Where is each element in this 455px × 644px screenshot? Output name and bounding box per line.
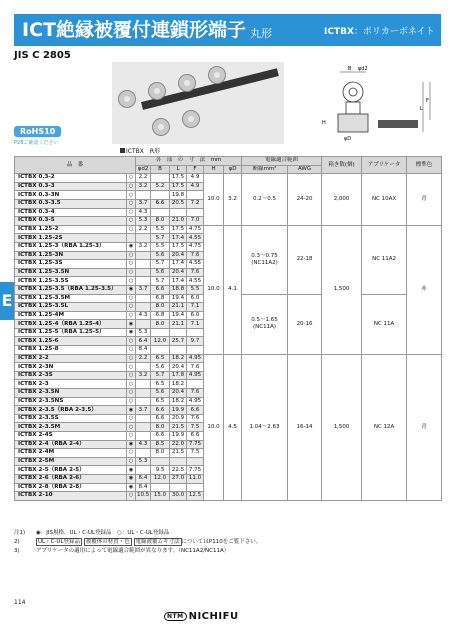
wire-area: 1.04〜2.63 — [242, 354, 288, 500]
dim-d2: 4.3 — [136, 311, 151, 320]
dim-d2 — [136, 294, 151, 303]
part-number: ICTBX 2-3.5（RBA 2-3.5） — [15, 406, 127, 415]
standard-mark: ○ — [127, 492, 136, 501]
standard-mark: ○ — [127, 363, 136, 372]
dim-d2: 3.2 — [136, 242, 151, 251]
dim-B: 8.0 — [151, 303, 170, 312]
dim-L: 17.4 — [170, 277, 187, 286]
std-color: 青 — [407, 174, 442, 226]
dim-L: 30.0 — [170, 492, 187, 501]
dim-B: 5.6 — [151, 363, 170, 372]
standard-mark: ◉ — [127, 440, 136, 449]
dim-F: 7.6 — [187, 268, 204, 277]
dim-B: 5.7 — [151, 277, 170, 286]
part-number: ICTBX 2-2 — [15, 354, 127, 363]
standard-mark: ◉ — [127, 328, 136, 337]
table-row — [15, 174, 442, 183]
dim-d2 — [136, 303, 151, 312]
dim-B: 6.8 — [151, 311, 170, 320]
col-L: L — [170, 165, 187, 174]
standard-mark: ◉ — [127, 406, 136, 415]
standard-mark: ○ — [127, 380, 136, 389]
dim-d2 — [136, 380, 151, 389]
part-number: ICTBX 2-4M — [15, 449, 127, 458]
dim-L: 20.9 — [170, 414, 187, 423]
dim-L: 18.2 — [170, 354, 187, 363]
dim-F: 11.0 — [187, 474, 204, 483]
col-applicator: アプリケータ — [362, 157, 407, 174]
dim-B: 5.2 — [151, 182, 170, 191]
dim-F: 4.75 — [187, 242, 204, 251]
part-number: ICTBX 1.25-3.5M — [15, 294, 127, 303]
dim-B: 8.0 — [151, 449, 170, 458]
dim-F: 6.6 — [187, 432, 204, 441]
dim-B: 6.5 — [151, 380, 170, 389]
shape-label: 丸形 — [250, 27, 272, 40]
part-number: ICTBX 1.25-3.5N — [15, 268, 127, 277]
dim-H: 10.0 — [204, 354, 224, 500]
part-number: ICTBX 2-3.5M — [15, 423, 127, 432]
part-number: ICTBX 0.3-5 — [15, 217, 127, 226]
dim-F: 12.5 — [187, 492, 204, 501]
dim-B: 5.6 — [151, 251, 170, 260]
dim-B — [151, 483, 170, 492]
dim-L: 21.5 — [170, 423, 187, 432]
dim-L: 19.8 — [170, 191, 187, 200]
dim-L: 20.4 — [170, 268, 187, 277]
dim-F — [187, 191, 204, 200]
dim-L: 20.4 — [170, 389, 187, 398]
dim-L — [170, 346, 187, 355]
standard-mark: ○ — [127, 389, 136, 398]
dim-d2 — [136, 260, 151, 269]
pack-qty: 1,500 — [322, 354, 362, 500]
dim-B — [151, 174, 170, 183]
dim-F — [187, 483, 204, 492]
dim-d2 — [136, 432, 151, 441]
applicator: NC 11A2 — [362, 225, 407, 294]
part-number: ICTBX 2-5M — [15, 457, 127, 466]
photo-caption: ICTBX R形 — [120, 146, 160, 155]
standard-mark: ○ — [127, 208, 136, 217]
part-number: ICTBX 2-4S — [15, 432, 127, 441]
dim-L: 25.7 — [170, 337, 187, 346]
spec-table — [14, 156, 442, 501]
material-label: ICTBX：ポリカーボネイト — [324, 27, 435, 37]
dim-F: 7.2 — [187, 199, 204, 208]
dim-F: 7.1 — [187, 303, 204, 312]
part-number: ICTBX 2-3.5N — [15, 389, 127, 398]
standard-mark: ○ — [127, 337, 136, 346]
dim-d2 — [136, 234, 151, 243]
standard-mark: ○ — [127, 277, 136, 286]
part-number: ICTBX 0.3-3 — [15, 182, 127, 191]
wire-area: 0.5〜1.65 (NC11A) — [242, 294, 288, 354]
standard-mark: ○ — [127, 423, 136, 432]
table-row — [15, 354, 442, 363]
label-F: F — [426, 98, 429, 104]
standard-mark: ○ — [127, 217, 136, 226]
dim-F: 7.1 — [187, 320, 204, 329]
standard-mark: ○ — [127, 432, 136, 441]
part-number: ICTBX 2-5（RBA 2-5） — [15, 466, 127, 475]
dim-B: 15.0 — [151, 492, 170, 501]
dim-F: 4.9 — [187, 174, 204, 183]
standard-mark: ○ — [127, 225, 136, 234]
dim-d2 — [136, 414, 151, 423]
part-number: ICTBX 0.3-3N — [15, 191, 127, 200]
dim-d2: 4.3 — [136, 440, 151, 449]
part-number: ICTBX 1.25-3.5（RBA 1.25-3.5） — [15, 285, 127, 294]
part-number: ICTBX 1.25-3（RBA 1.25-3） — [15, 242, 127, 251]
dim-F: 4.9 — [187, 182, 204, 191]
label-D: φD — [344, 136, 352, 142]
note-2: 2) UL・C-UL登録品 被覆体の材質・色 電線被覆ムキ寸法 についてはP110をご覧下さい。 — [14, 539, 262, 545]
awg: 20-16 — [288, 294, 322, 354]
part-number: ICTBX 2-3S — [15, 371, 127, 380]
dim-L: 22.0 — [170, 440, 187, 449]
dim-B: 6.6 — [151, 414, 170, 423]
dim-B: 5.5 — [151, 225, 170, 234]
rohs-badge: RoHS10 — [14, 126, 61, 137]
dim-L: 27.0 — [170, 474, 187, 483]
dim-F — [187, 380, 204, 389]
dim-B: 6.6 — [151, 285, 170, 294]
dim-B: 8.5 — [151, 440, 170, 449]
dim-F: 6.0 — [187, 311, 204, 320]
standard-mark: ○ — [127, 354, 136, 363]
standard-mark: ○ — [127, 371, 136, 380]
standard-mark: ○ — [127, 414, 136, 423]
dim-L: 19.4 — [170, 311, 187, 320]
dim-L — [170, 208, 187, 217]
dimension-drawing — [318, 62, 438, 144]
dim-d2 — [136, 251, 151, 260]
dim-d2: 10.5 — [137, 492, 150, 499]
note-1: 注1) ◉：JIS規格、UL・C-UL登録品 ○：UL・C-UL登録品 — [14, 530, 170, 536]
standard-mark: ○ — [127, 346, 136, 355]
section-tab-e: E — [0, 282, 14, 320]
page-number: 114 — [14, 599, 26, 606]
dim-L: 17.4 — [170, 260, 187, 269]
part-number: ICTBX 1.25-4（RBA 1.25-4） — [15, 320, 127, 329]
dim-B: 6.5 — [151, 397, 170, 406]
col-name: 品 番 — [15, 157, 136, 174]
dim-F: 7.75 — [187, 466, 204, 475]
dim-B — [151, 328, 170, 337]
col-F: F — [187, 165, 204, 174]
standard-mark: ○ — [127, 294, 136, 303]
dim-B: 5.6 — [151, 268, 170, 277]
applicator: NC 11A — [362, 294, 407, 354]
dim-F — [187, 346, 204, 355]
product-photo — [112, 62, 284, 144]
part-number: ICTBX 2-8（RBA 2-8） — [15, 483, 127, 492]
applicator: NC 12A — [362, 354, 407, 500]
standard-mark: ○ — [127, 397, 136, 406]
dim-F: 4.95 — [187, 371, 204, 380]
dim-B — [151, 346, 170, 355]
dim-B: 5.6 — [151, 389, 170, 398]
standard-mark: ○ — [127, 251, 136, 260]
standard-mark: ○ — [127, 449, 136, 458]
part-number: ICTBX 2-10 — [15, 492, 127, 501]
title-banner — [14, 14, 441, 46]
dim-L: 17.8 — [170, 371, 187, 380]
col-B: B — [151, 165, 170, 174]
dim-F: 6.0 — [187, 294, 204, 303]
awg: 22-18 — [288, 225, 322, 294]
dim-F: 7.6 — [187, 251, 204, 260]
part-number: ICTBX 0.3-3.5 — [15, 199, 127, 208]
footnotes — [14, 529, 261, 556]
dim-D: 4.5 — [224, 354, 242, 500]
dim-B: 6.6 — [151, 199, 170, 208]
part-number: ICTBX 2-3.5NS — [15, 397, 127, 406]
dim-d2: 2.2 — [136, 354, 151, 363]
standard-mark: ○ — [127, 182, 136, 191]
part-number: ICTBX 1.25-4M — [15, 311, 127, 320]
dim-d2: 6.4 — [136, 337, 151, 346]
dim-L: 19.9 — [170, 432, 187, 441]
dim-L: 22.5 — [170, 466, 187, 475]
standard-mark: ◉ — [127, 285, 136, 294]
part-number: ICTBX 1.25-3N — [15, 251, 127, 260]
label-B: B — [348, 66, 352, 72]
dim-F: 7.75 — [187, 440, 204, 449]
part-number: ICTBX 1.25-5（RBA 1.25-5） — [15, 328, 127, 337]
standard-mark: ○ — [127, 303, 136, 312]
dim-d2: 3.2 — [136, 182, 151, 191]
dim-d2: 4.3 — [136, 208, 151, 217]
awg: 24-20 — [288, 174, 322, 226]
dim-L: 21.1 — [170, 303, 187, 312]
dim-d2: 2.2 — [136, 174, 151, 183]
dim-L: 17.4 — [170, 234, 187, 243]
standard-mark: ○ — [127, 191, 136, 200]
dim-d2: 6.4 — [136, 474, 151, 483]
dim-d2 — [136, 397, 151, 406]
std-color: 赤 — [407, 225, 442, 354]
dim-B: 5.7 — [151, 260, 170, 269]
dim-F: 6.6 — [187, 406, 204, 415]
dim-L — [170, 457, 187, 466]
dim-F: 7.5 — [187, 449, 204, 458]
dim-L: 17.5 — [170, 225, 187, 234]
dim-L: 21.1 — [170, 320, 187, 329]
dim-d2 — [136, 363, 151, 372]
col-pack: 箱き数(個) — [322, 157, 362, 174]
dim-D: 3.2 — [224, 174, 242, 226]
dim-L: 21.5 — [170, 449, 187, 458]
dim-L: 18.8 — [170, 285, 187, 294]
part-number: ICTBX 2-3.5S — [15, 414, 127, 423]
dim-B: 5.5 — [151, 242, 170, 251]
dim-F — [187, 328, 204, 337]
dim-B: 5.7 — [151, 371, 170, 380]
dim-d2: 3.7 — [136, 199, 151, 208]
standard-mark: ○ — [127, 457, 136, 466]
col-color: 標準色 — [407, 157, 442, 174]
dim-d2 — [136, 389, 151, 398]
wire-area: 0.2〜0.5 — [242, 174, 288, 226]
dim-L: 20.5 — [170, 199, 187, 208]
dim-L: 17.5 — [170, 174, 187, 183]
dim-B: 8.0 — [151, 423, 170, 432]
nichifu-logo: NTM NICHIFU — [164, 611, 239, 622]
label-L: L — [420, 106, 423, 112]
part-number: ICTBX 2-3 — [15, 380, 127, 389]
dim-d2 — [136, 277, 151, 286]
dim-L: 19.4 — [170, 294, 187, 303]
col-range: 電線適合範囲 — [242, 157, 322, 166]
dim-D: 4.1 — [224, 225, 242, 354]
col-d2: φd2 — [136, 165, 151, 174]
part-number: ICTBX 1.25-3S — [15, 260, 127, 269]
col-area: 断線mm² — [242, 165, 288, 174]
label-H: H — [322, 120, 326, 126]
awg: 16-14 — [288, 354, 322, 500]
part-number: ICTBX 0.3-2 — [15, 174, 127, 183]
dim-F — [187, 208, 204, 217]
dim-F: 4.95 — [187, 397, 204, 406]
dim-F — [187, 457, 204, 466]
part-number: ICTBX 2-4（RBA 2-4） — [15, 440, 127, 449]
part-number: ICTBX 1.25-3.5L — [15, 303, 127, 312]
dim-d2: 3.2 — [136, 371, 151, 380]
standard-mark: ◉ — [127, 466, 136, 475]
dim-F: 7.5 — [187, 423, 204, 432]
dim-d2: 8.4 — [136, 346, 151, 355]
standard-mark: ◉ — [127, 474, 136, 483]
dim-B — [151, 208, 170, 217]
dim-F: 4.55 — [187, 234, 204, 243]
part-number: ICTBX 2-6（RBA 2-6） — [15, 474, 127, 483]
col-awg: AWG — [288, 165, 322, 174]
dim-d2: 5.3 — [136, 217, 151, 226]
dim-H: 10.0 — [204, 225, 224, 354]
part-number: ICTBX 2-3N — [15, 363, 127, 372]
dim-B: 5.7 — [151, 234, 170, 243]
dim-F: 7.6 — [187, 414, 204, 423]
dim-F: 4.75 — [187, 225, 204, 234]
table-row — [15, 225, 442, 234]
dim-L: 20.4 — [170, 363, 187, 372]
pack-qty: 1,500 — [322, 225, 362, 354]
dim-d2 — [136, 320, 151, 329]
dim-L: 19.9 — [170, 406, 187, 415]
col-dims: 各 部 の 寸 法 mm — [136, 157, 242, 166]
standard-mark: ○ — [127, 268, 136, 277]
dim-B: 6.8 — [151, 294, 170, 303]
standard-mark: ○ — [127, 311, 136, 320]
rohs-note: P28ご確認ください — [14, 140, 59, 146]
standard-mark: ○ — [127, 174, 136, 183]
dim-d2 — [136, 449, 151, 458]
part-number: ICTBX 1.25-2S — [15, 234, 127, 243]
part-number: ICTBX 0.3-4 — [15, 208, 127, 217]
dim-d2 — [136, 191, 151, 200]
part-number: ICTBX 1.25-6 — [15, 337, 127, 346]
dim-B: 6.6 — [151, 432, 170, 441]
col-H: H — [204, 165, 224, 174]
part-number: ICTBX 1.25-2 — [15, 225, 127, 234]
dim-L: 18.2 — [170, 380, 187, 389]
standard-mark: ◉ — [127, 242, 136, 251]
dim-B: 12.0 — [151, 337, 170, 346]
dim-F: 4.55 — [187, 260, 204, 269]
std-color: 青 — [407, 354, 442, 500]
wire-area: 0.3〜0.75 (NC11A2) — [242, 225, 288, 294]
label-d2: φd2 — [358, 66, 368, 72]
dim-L: 18.2 — [170, 397, 187, 406]
dim-d2: 5.3 — [136, 328, 151, 337]
dim-L — [170, 483, 187, 492]
col-D: φD — [224, 165, 242, 174]
standard-mark: ○ — [127, 199, 136, 208]
note-3: 3) アプリケータの適用によって電線適合範囲が異なります。（NC11A2/NC11A） — [14, 548, 230, 554]
dim-d2: 2.2 — [136, 225, 151, 234]
dim-B: 6.5 — [151, 354, 170, 363]
applicator: NC 10AX — [362, 174, 407, 226]
dim-F: 4.95 — [187, 354, 204, 363]
dim-B: 12.0 — [151, 474, 170, 483]
dim-F: 7.0 — [187, 217, 204, 226]
dim-L: 21.0 — [170, 217, 187, 226]
part-number: ICTBX 1.25-3.5S — [15, 277, 127, 286]
standard-mark — [127, 234, 136, 243]
dim-d2: 3.7 — [136, 406, 151, 415]
dim-d2 — [136, 268, 151, 277]
dim-L: 17.5 — [170, 182, 187, 191]
pack-qty: 2,000 — [322, 174, 362, 226]
standard-mark: ○ — [127, 260, 136, 269]
dim-B — [151, 191, 170, 200]
dim-F: 7.6 — [187, 363, 204, 372]
standard-mark: ◉ — [127, 320, 136, 329]
dim-d2 — [136, 423, 151, 432]
dim-B: 9.5 — [151, 466, 170, 475]
standard-label: JIS C 2805 — [14, 50, 71, 61]
dim-d2: 3.7 — [136, 285, 151, 294]
dim-L — [170, 328, 187, 337]
dim-F: 9.7 — [187, 337, 204, 346]
dim-H: 10.0 — [204, 174, 224, 226]
dim-d2: 5.3 — [136, 457, 151, 466]
dim-B: 8.0 — [151, 320, 170, 329]
dim-L: 20.4 — [170, 251, 187, 260]
dim-d2 — [136, 466, 151, 475]
part-number: ICTBX 1.25-8 — [15, 346, 127, 355]
page-title: ICT絶縁被覆付連鎖形端子 — [22, 19, 246, 41]
standard-mark: ◉ — [127, 483, 136, 492]
dim-B — [151, 457, 170, 466]
dim-L: 17.5 — [170, 242, 187, 251]
dim-F: 7.6 — [187, 389, 204, 398]
dim-d2: 8.4 — [136, 483, 151, 492]
dim-F: 4.55 — [187, 277, 204, 286]
dim-B: 8.0 — [151, 217, 170, 226]
dim-F: 5.5 — [187, 285, 204, 294]
dim-B: 6.6 — [151, 406, 170, 415]
